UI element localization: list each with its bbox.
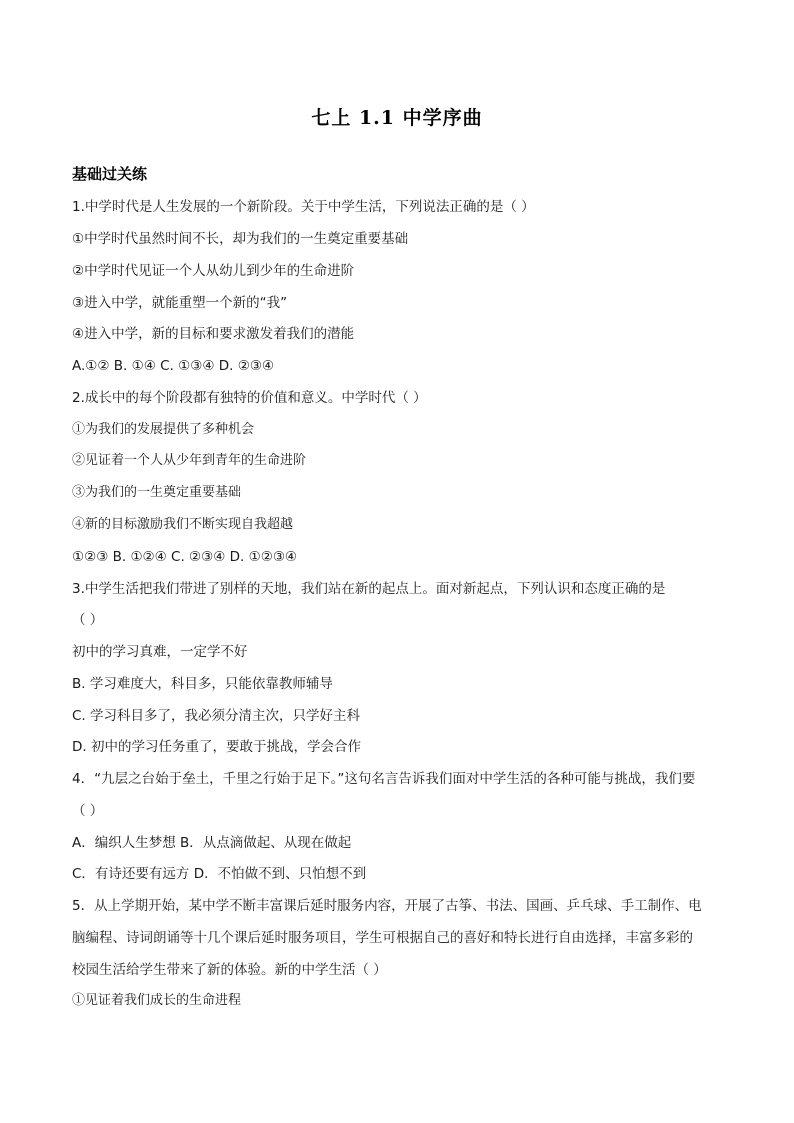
- q1-statement-1: ①中学时代虽然时间不长，却为我们的一生奠定重要基础: [72, 231, 409, 247]
- q2-statement-4: ④新的目标激励我们不断实现自我超越: [72, 517, 294, 532]
- q2-statement-1: ①为我们的发展提供了多种机会: [72, 422, 255, 437]
- section-heading: 基础过关练: [72, 165, 148, 183]
- question-4-stem: 4．“九层之台始于垒土，千里之行始于足下。”这句名言告诉我们面对中学生活的各种可能与挑战，我们要: [72, 771, 696, 787]
- q1-statement-4: ④进入中学，新的目标和要求激发着我们的潜能: [72, 326, 355, 342]
- question-1-stem: 1.中学时代是人生发展的一个新阶段。关于中学生活，下列说法正确的是（ ）: [72, 199, 535, 215]
- q5-statement-1: ①见证着我们成长的生命进程: [72, 993, 242, 1008]
- q1-options: A.①② B. ①④ C. ①③④ D. ②③④: [72, 358, 275, 374]
- q2-options: ①②③ B. ①②④ C. ②③④ D. ①②③④: [72, 549, 298, 565]
- q1-statement-2: ②中学时代见证一个人从幼儿到少年的生命进阶: [72, 263, 355, 279]
- question-5-stem-line-3: 校园生活给学生带来了新的体验。新的中学生活（ ）: [72, 962, 387, 978]
- question-3-stem: 3.中学生活把我们带进了别样的天地，我们站在新的起点上。面对新起点，下列认识和态度正确的是: [72, 581, 666, 597]
- question-2-stem: 2.成长中的每个阶段都有独特的价值和意义。中学时代（ ）: [72, 390, 427, 406]
- q1-statement-3: ③进入中学，就能重塑一个新的“我”: [72, 295, 288, 311]
- q4-options-ab: A．编织人生梦想 B．从点滴做起、从现在做起: [72, 835, 352, 851]
- q3-option-d: D. 初中的学习任务重了，要敢于挑战，学会合作: [72, 739, 361, 755]
- q3-option-b: B. 学习难度大，科目多，只能依靠教师辅导: [72, 676, 333, 692]
- q2-statement-2: ②见证着一个人从少年到青年的生命进阶: [72, 453, 307, 468]
- question-5-stem-line-1: 5．从上学期开始，某中学不断丰富课后延时服务内容，开展了古筝、书法、国画、乒乓球、手工制作、电: [72, 898, 702, 914]
- question-4-bracket: （ ）: [72, 803, 104, 819]
- q3-option-c: C. 学习科目多了，我必须分清主次，只学好主科: [72, 708, 361, 724]
- q2-statement-3: ③为我们的一生奠定重要基础: [72, 485, 242, 500]
- q3-option-a: 初中的学习真难，一定学不好: [72, 644, 248, 660]
- page-title: 七上 1.1 中学序曲: [311, 107, 483, 129]
- question-5-stem-line-2: 脑编程、诗词朗诵等十几个课后延时服务项目，学生可根据自己的喜好和特长进行自由选择，丰富多彩的: [72, 930, 693, 946]
- q4-options-cd: C．有诗还要有远方 D．不怕做不到、只怕想不到: [72, 866, 367, 882]
- question-3-bracket: （ ）: [72, 612, 104, 628]
